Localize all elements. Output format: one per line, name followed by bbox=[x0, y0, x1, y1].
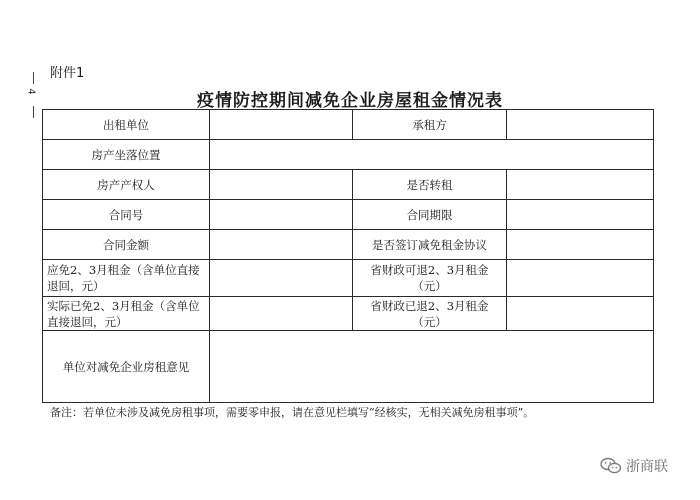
lessee-label: 承租方 bbox=[353, 110, 507, 140]
attachment-label: 附件1 bbox=[50, 66, 85, 81]
refundable-value-cell[interactable] bbox=[507, 260, 654, 297]
due-exempt-label: 应免2、3月租金（含单位直接退回，元） bbox=[43, 260, 210, 297]
footer-note: 备注：若单位未涉及减免房租事项，需要零申报，请在意见栏填写“经核实，无相关减免房租事项”。 bbox=[50, 406, 535, 419]
page-title: 疫情防控期间减免企业房屋租金情况表 bbox=[197, 91, 503, 111]
refunded-label: 省财政已退2、3月租金（元） bbox=[353, 297, 507, 331]
contract-number-label: 合同号 bbox=[43, 200, 210, 230]
agreement-value-cell[interactable] bbox=[507, 230, 654, 260]
wechat-icon bbox=[600, 457, 622, 475]
sublet-label: 是否转租 bbox=[353, 170, 507, 200]
sublet-value-cell[interactable] bbox=[507, 170, 654, 200]
watermark bbox=[600, 456, 668, 476]
contract-number-value-cell[interactable] bbox=[210, 200, 353, 230]
lessor-value-cell[interactable] bbox=[210, 110, 353, 140]
contract-amount-value-cell[interactable] bbox=[210, 230, 353, 260]
due-exempt-value-cell[interactable] bbox=[210, 260, 353, 297]
rent-reduction-form bbox=[42, 109, 654, 403]
contract-period-value-cell[interactable] bbox=[507, 200, 654, 230]
location-value-cell[interactable] bbox=[210, 140, 654, 170]
agreement-label: 是否签订减免租金协议 bbox=[353, 230, 507, 260]
actual-exempt-value-cell[interactable] bbox=[210, 297, 353, 331]
owner-value-cell[interactable] bbox=[210, 170, 353, 200]
page-number: 4 bbox=[25, 88, 37, 95]
lessee-value-cell[interactable] bbox=[507, 110, 654, 140]
opinion-value-cell[interactable] bbox=[210, 331, 654, 403]
opinion-label: 单位对减免企业房租意见 bbox=[43, 331, 210, 403]
contract-amount-label: 合同金额 bbox=[43, 230, 210, 260]
lessor-label: 出租单位 bbox=[43, 110, 210, 140]
refundable-label: 省财政可退2、3月租金（元） bbox=[353, 260, 507, 297]
actual-exempt-label: 实际已免2、3月租金（含单位直接退回，元） bbox=[43, 297, 210, 331]
refunded-value-cell[interactable] bbox=[507, 297, 654, 331]
location-label: 房产坐落位置 bbox=[43, 140, 210, 170]
owner-label: 房产产权人 bbox=[43, 170, 210, 200]
contract-period-label: 合同期限 bbox=[353, 200, 507, 230]
watermark-text: 浙商联 bbox=[626, 459, 668, 475]
page-marker-dash bbox=[33, 72, 34, 84]
